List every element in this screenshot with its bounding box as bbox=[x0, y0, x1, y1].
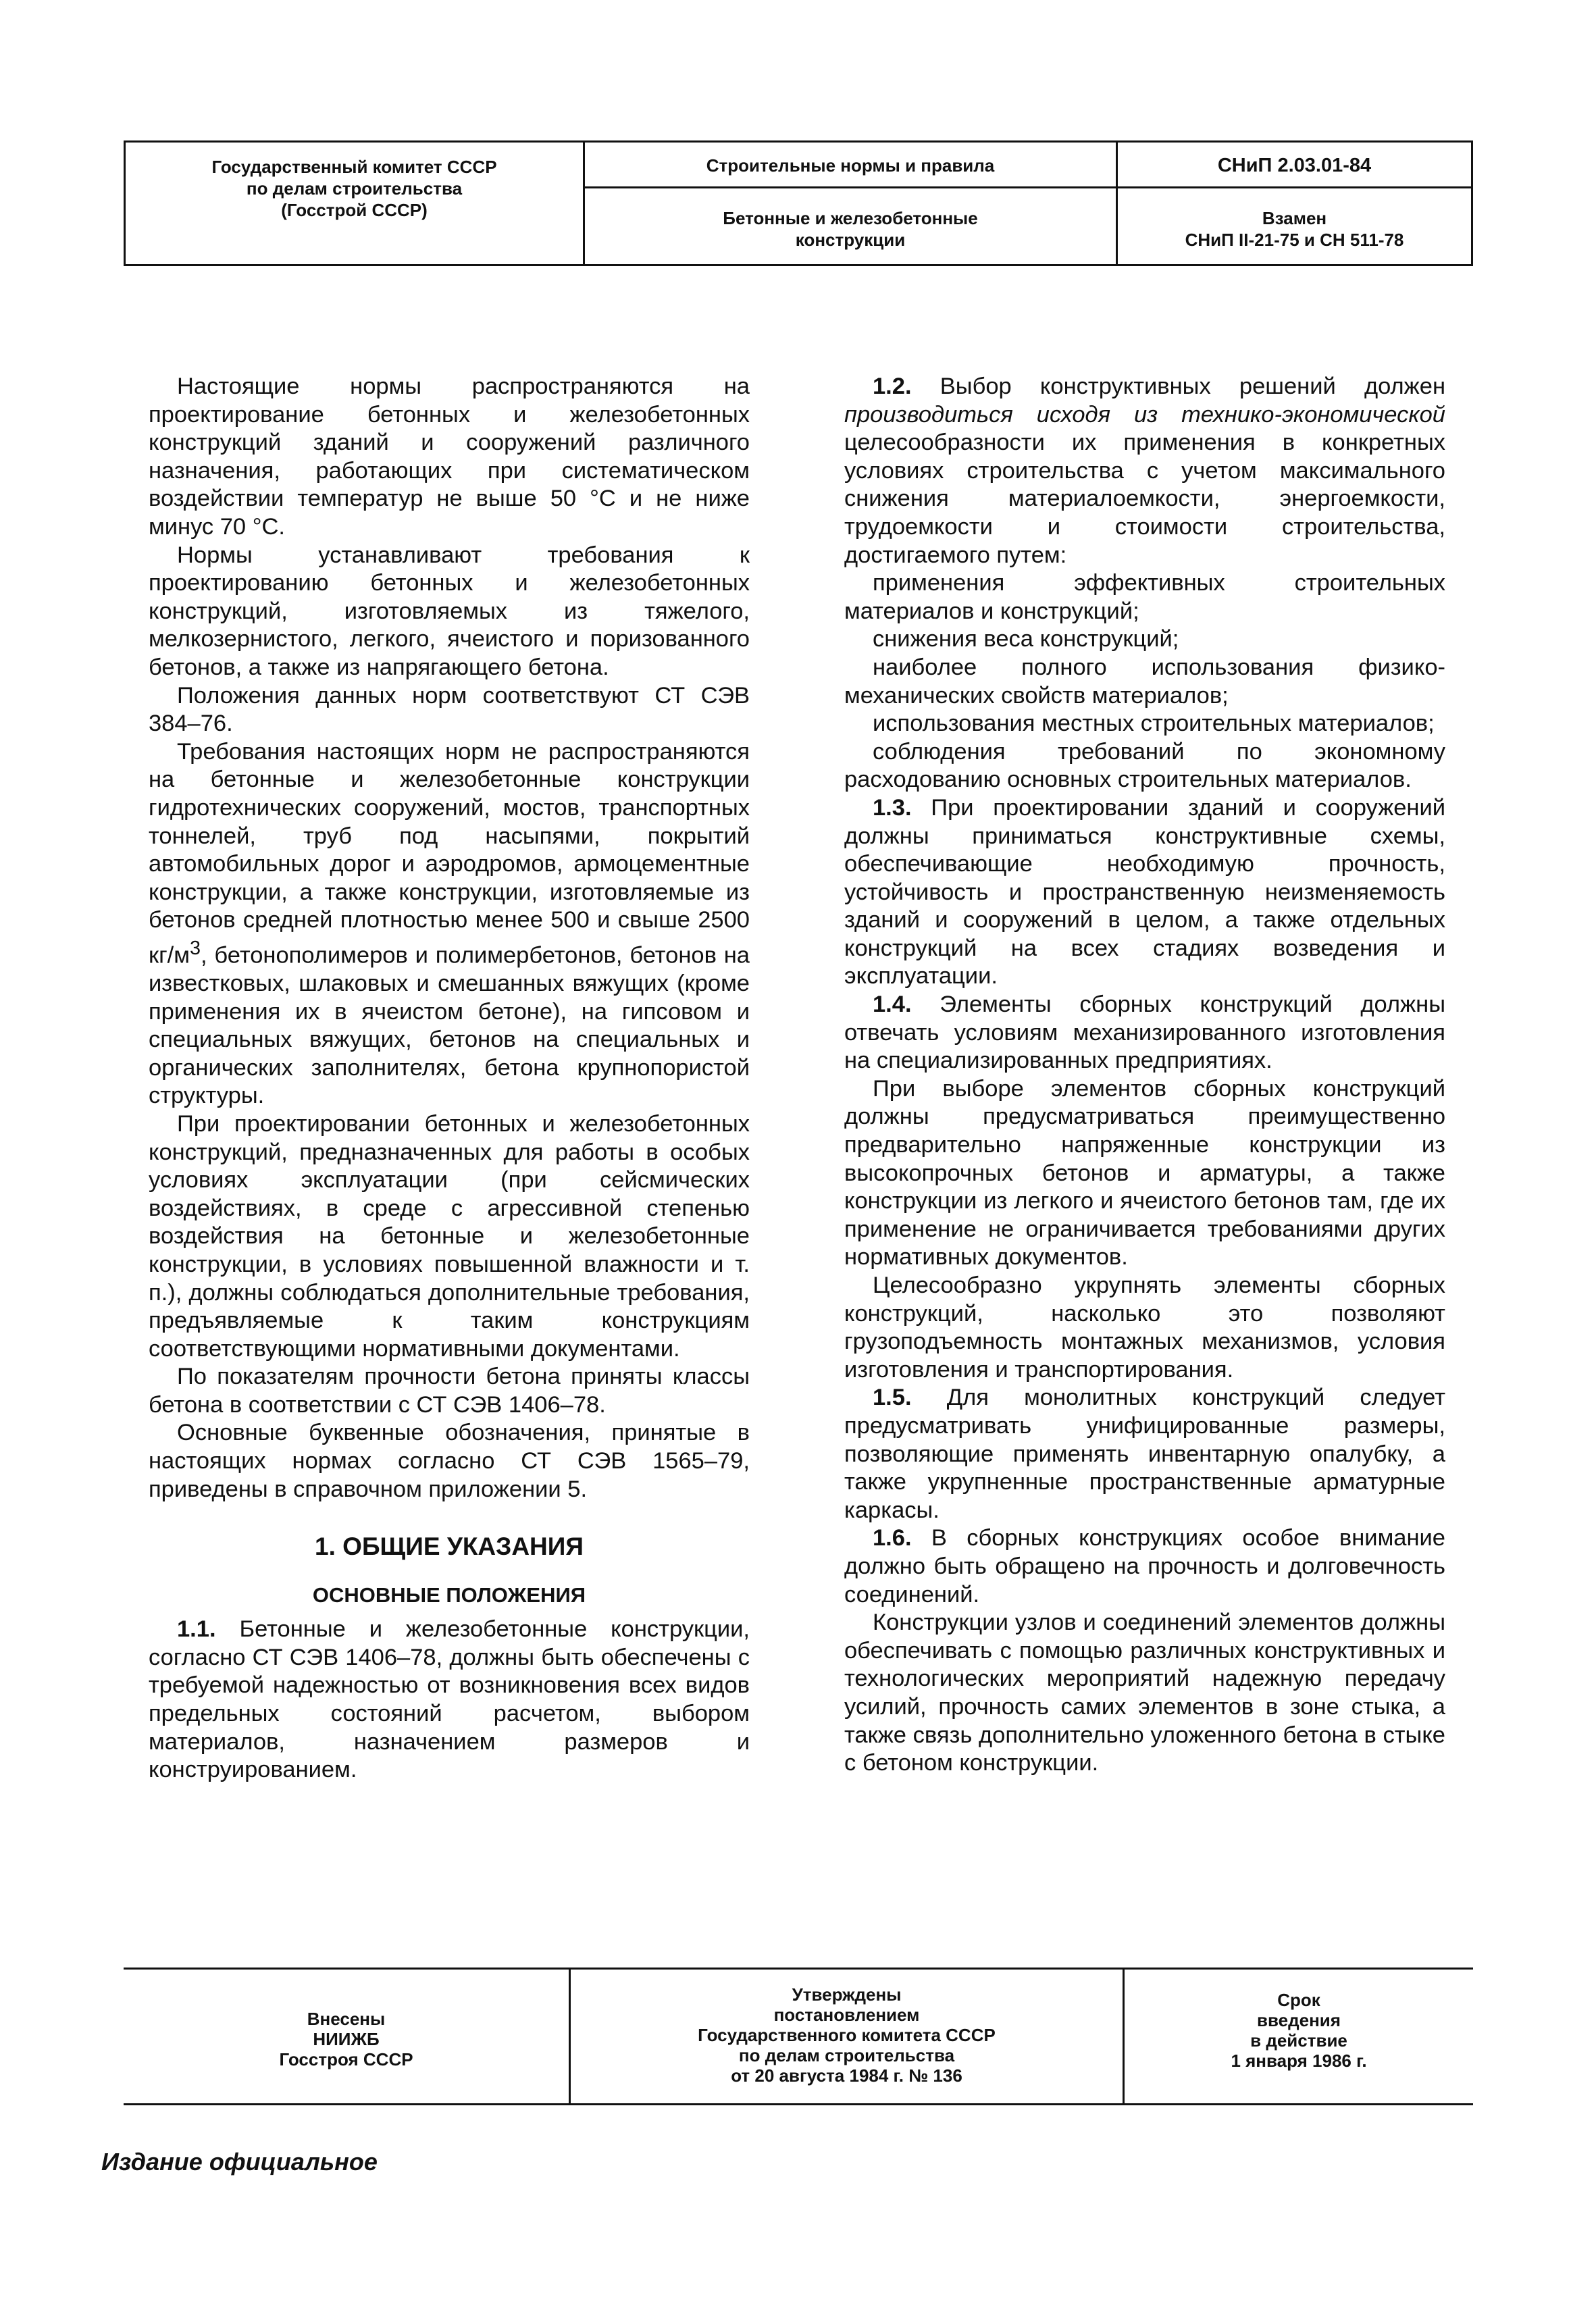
footer-approved-cell bbox=[571, 1970, 1125, 2103]
paragraph-special-conditions: При проектировании бетонных и железобетонных конструкций, предназначенных для работы в особых условиях эксплуатации (при сейсмических воздействиях, в среде с агрессивной степенью воздействия на бетонные и железобетонные конструкции, в условиях повышенной влажности и т. п.), должны соблюдаться дополнительные требования, предъявляемые к таким конструкциям соответствующими нормативными документами. bbox=[149, 1110, 750, 1362]
right-column bbox=[844, 373, 1445, 1778]
introduced-by: Госстроя СССР bbox=[279, 2049, 413, 2069]
clause-1-6 bbox=[844, 1524, 1445, 1609]
paragraph-requirements: Нормы устанавливают требования к проектированию бетонных и железобетонных конструкций, изготовляемых из тяжелого, мелкозернистого, легкого, ячеистого и поризованного бетонов, а также из напрягающего бетона. bbox=[149, 542, 750, 680]
list-item: снижения веса конструкций; bbox=[873, 626, 1179, 652]
clause-1-4 bbox=[844, 991, 1445, 1075]
clause-1-5 bbox=[844, 1384, 1445, 1524]
category-label: Строительные нормы и правила bbox=[585, 143, 1116, 188]
introduced-org: НИИЖБ bbox=[313, 2029, 380, 2049]
paragraph-enlarge-elements: Целесообразно укрупнять элементы сборных конструкций, насколько это позволяют грузоподъемность монтажных механизмов, условия изготовления и транспортирования. bbox=[844, 1272, 1445, 1383]
paragraph-exclusions bbox=[149, 738, 750, 1110]
term-line-3: в действие bbox=[1250, 2030, 1347, 2051]
clause-number: 1.4. bbox=[873, 992, 912, 1018]
approved-line-2: постановлением bbox=[773, 2005, 920, 2025]
edition-label: Издание официальное bbox=[101, 2148, 378, 2176]
header-org-cell bbox=[126, 143, 585, 264]
list-item: применения эффективных строительных материалов и конструкций; bbox=[844, 570, 1445, 624]
document-title-line-1: Бетонные и железобетонные bbox=[723, 208, 978, 228]
document-title-line-2: конструкции bbox=[795, 230, 906, 250]
document-code: СНиП 2.03.01-84 bbox=[1118, 143, 1471, 188]
clause-text: Бетонные и железобетонные конструкции, согласно СТ СЭВ 1406–78, должны быть обеспечены с требуемой надежностью от возникновения всех видов предельных состояний расчетом, выбором материалов, назначением размеров и конструированием. bbox=[149, 1616, 750, 1783]
clause-text: Для монолитных конструкций следует предусматривать унифицированные размеры, позволяющие применять инвентарную опалубку, а также укрупненные пространственные арматурные каркасы. bbox=[844, 1385, 1445, 1523]
section-title: 1. ОБЩИЕ УКАЗАНИЯ bbox=[315, 1533, 584, 1561]
clause-number: 1.1. bbox=[177, 1616, 216, 1643]
org-line-2: по делам строительства bbox=[246, 178, 463, 199]
paragraph-scope: Настоящие нормы распространяются на проектирование бетонных и железобетонных конструкций зданий и сооружений различного назначения, работающих при систематическом воздействии температур не выше 50 °С и не ниже минус 70 °С. bbox=[149, 374, 750, 540]
org-line-3: (Госстрой СССР) bbox=[281, 200, 428, 220]
replaces-block bbox=[1118, 188, 1471, 264]
approved-line-1: Утверждены bbox=[792, 1984, 902, 2005]
clause-text-a: Выбор конструктивных решений должен bbox=[911, 374, 1445, 399]
org-line-1: Государственный комитет СССР bbox=[211, 157, 497, 177]
approved-line-3: Государственного комитета СССР bbox=[698, 2025, 996, 2045]
introduced-label: Внесены bbox=[307, 2009, 386, 2029]
footer-table bbox=[124, 1968, 1473, 2105]
paragraph-joints: Конструкции узлов и соединений элементов должны обеспечивать с помощью различных конструктивных и технологических мероприятий надежную передачу усилий, прочность самих элементов в зоне стыка, а также связь дополнительно уложенного бетона в стыке с бетоном конструкции. bbox=[844, 1610, 1445, 1776]
document-title bbox=[585, 188, 1116, 264]
clause-1-2 bbox=[844, 373, 1445, 569]
paragraph-compliance: Положения данных норм соответствуют СТ СЭВ 384–76. bbox=[149, 682, 750, 737]
replaces-label: Взамен bbox=[1262, 208, 1327, 228]
header-code-cell bbox=[1118, 143, 1471, 264]
exclusions-superscript: 3 bbox=[189, 937, 201, 959]
paragraph-notation: Основные буквенные обозначения, принятые в настоящих нормах согласно СТ СЭВ 1565–79, приведены в справочном приложении 5. bbox=[149, 1420, 750, 1502]
clause-text-italic: производиться исходя из технико-экономической bbox=[844, 401, 1445, 428]
header-title-cell bbox=[585, 143, 1118, 264]
clause-number: 1.5. bbox=[873, 1385, 912, 1411]
exclusions-text-b: , бетонополимеров и полимербетонов, бетонов на известковых, шлаковых и смешанных вяжущих (кроме применения их в ячеистом бетоне), на гипсовом и специальных вяжущих, бетонов на специальных и органических заполнителях, бетона крупнопористой структуры. bbox=[149, 942, 750, 1109]
clause-text-b: целесообразности их применения в конкретных условиях строительства с учетом максимального снижения материалоемкости, энергоемкости, трудоемкости и стоимости строительства, достигаемого путем: bbox=[844, 430, 1445, 568]
clause-number: 1.3. bbox=[873, 794, 912, 821]
approved-line-5: от 20 августа 1984 г. № 136 bbox=[731, 2065, 962, 2086]
paragraph-strength-classes: По показателям прочности бетона приняты классы бетона в соответствии с СТ СЭВ 1406–78. bbox=[149, 1364, 750, 1418]
term-line-2: введения bbox=[1257, 2010, 1341, 2030]
paragraph-prefab-elements: При выборе элементов сборных конструкций должны предусматриваться преимущественно предварительно напряженные конструкции из высокопрочных бетонов и арматуры, а также конструкции из легкого и ячеистого бетонов там, где их применение не ограничивается требованиями других нормативных документов. bbox=[844, 1075, 1445, 1270]
clause-1-3 bbox=[844, 794, 1445, 991]
approved-line-4: по делам строительства bbox=[738, 2045, 955, 2065]
clause-number: 1.2. bbox=[873, 374, 912, 399]
list-item: использования местных строительных материалов; bbox=[873, 711, 1435, 737]
list-item: соблюдения требований по экономному расходованию основных строительных материалов. bbox=[844, 738, 1445, 793]
clause-number: 1.6. bbox=[873, 1525, 912, 1551]
header-table bbox=[124, 140, 1473, 266]
clause-text: В сборных конструкциях особое внимание должно быть обращено на прочность и долговечность соединений. bbox=[844, 1525, 1445, 1608]
left-column bbox=[149, 373, 750, 1784]
list-item: наиболее полного использования физико-механических свойств материалов; bbox=[844, 654, 1445, 709]
term-date: 1 января 1986 г. bbox=[1231, 2051, 1367, 2071]
footer-introduced-cell bbox=[124, 1970, 571, 2103]
clause-text: При проектировании зданий и сооружений должны приниматься конструктивные схемы, обеспечивающие необходимую прочность, устойчивость и пространственную неизменяемость зданий и сооружений в целом, а также отдельных конструкций на всех стадиях возведения и эксплуатации. bbox=[844, 794, 1445, 989]
exclusions-text-a: Требования настоящих норм не распространяются на бетонные и железобетонные конструкции гидротехнических сооружений, мостов, транспортных тоннелей, труб под насыпями, покрытий автомобильных дорог и аэродромов, армоцементные конструкции, а также конструкции, изготовляемые из бетонов средней плотностью менее 500 и свыше 2500 кг/м bbox=[149, 738, 750, 969]
term-line-1: Срок bbox=[1277, 1990, 1320, 2010]
clause-text: Элементы сборных конструкций должны отвечать условиям механизированного изготовления на специализированных предприятиях. bbox=[844, 992, 1445, 1074]
replaces-value: СНиП II-21-75 и СН 511-78 bbox=[1185, 230, 1404, 250]
footer-term-cell bbox=[1125, 1970, 1473, 2124]
subsection-title: ОСНОВНЫЕ ПОЛОЖЕНИЯ bbox=[312, 1583, 586, 1608]
clause-1-1 bbox=[149, 1616, 750, 1784]
